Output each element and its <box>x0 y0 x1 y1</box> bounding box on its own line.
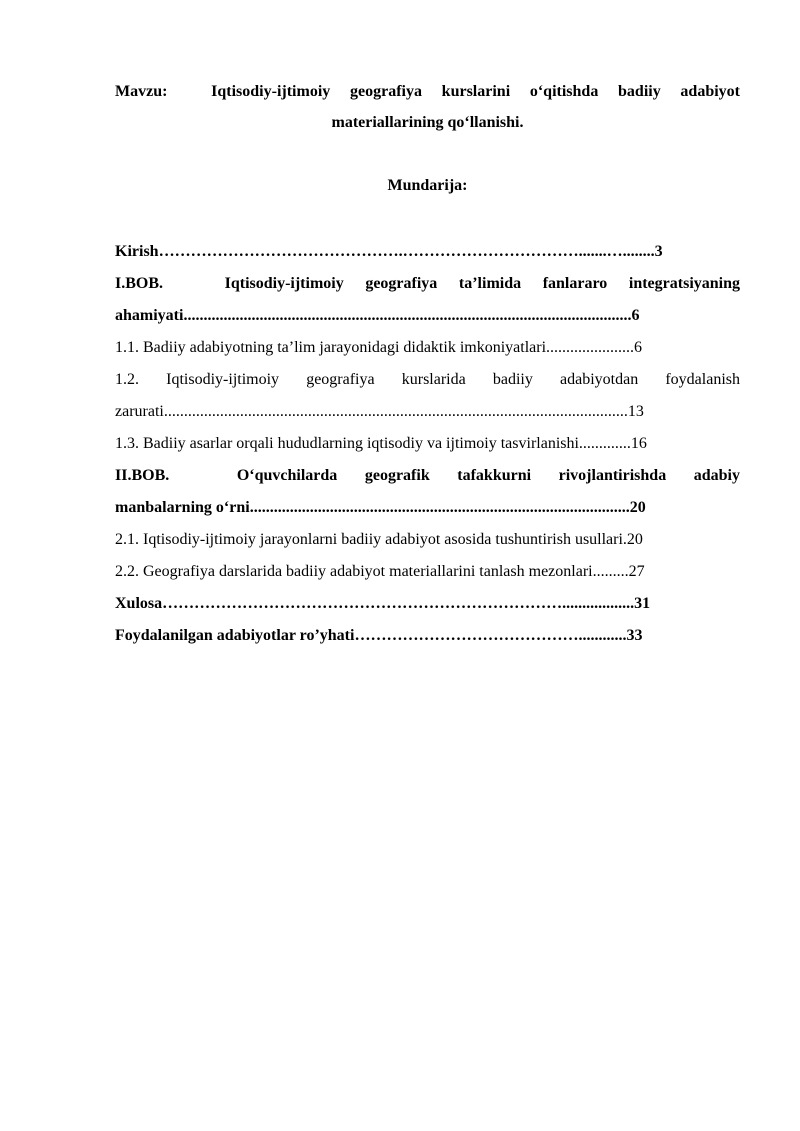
chapter-1-label: I.BOB. <box>115 275 164 292</box>
topic-heading <box>115 76 740 138</box>
toc-entry-kirish: Kirish……………………………………….…………………………….......…........3 <box>115 243 663 260</box>
toc-entry-xulosa: Xulosa…………………………………………………………………..................31 <box>115 595 651 612</box>
toc-entry-chapter-1-cont: ahamiyati................................................................................................................6 <box>115 307 640 324</box>
toc-entry-2-1: 2.1. Iqtisodiy-ijtimoiy jarayonlarni badiiy adabiyot asosida tushuntirish usullari.20 <box>115 531 643 548</box>
chapter-2-label: II.BOB. <box>115 467 170 484</box>
toc-entry-1-3: 1.3. Badiiy asarlar orqali hududlarning iqtisodiy va ijtimoiy tasvirlanishi.............16 <box>115 435 647 452</box>
toc-entry-chapter-2 <box>115 460 740 492</box>
toc-entry-2-2: 2.2. Geografiya darslarida badiiy adabiyot materiallarini tanlash mezonlari.........27 <box>115 563 645 580</box>
toc-entry-1-2: 1.2. Iqtisodiy-ijtimoiy geografiya kurslarida badiiy adabiyotdan foydalanish <box>115 371 740 388</box>
toc-entry-chapter-1 <box>115 268 740 300</box>
chapter-2-title: O‘quvchilarda geografik tafakkurni rivojlantirishda adabiy <box>236 467 740 484</box>
toc-title: Mundarija: <box>387 177 468 194</box>
topic-label: Mavzu: <box>115 83 168 100</box>
toc-entry-chapter-2-cont: manbalarning o‘rni...............................................................................................20 <box>115 499 646 516</box>
toc-entry-adabiyotlar: Foydalanilgan adabiyotlar ro’yhati……………………………………............33 <box>115 627 643 644</box>
toc-entry-1-1: 1.1. Badiiy adabiyotning ta’lim jarayonidagi didaktik imkoniyatlari......................6 <box>115 339 643 356</box>
topic-title: Iqtisodiy-ijtimoiy geografiya kurslarini o‘qitishda badiiy adabiyot materiallarining qo‘llanishi. <box>211 83 741 131</box>
table-of-contents <box>115 236 740 652</box>
chapter-1-title: Iqtisodiy-ijtimoiy geografiya ta’limida fanlararo integratsiyaning <box>224 275 740 292</box>
toc-entry-1-2-cont: zarurati....................................................................................................................13 <box>115 403 644 420</box>
